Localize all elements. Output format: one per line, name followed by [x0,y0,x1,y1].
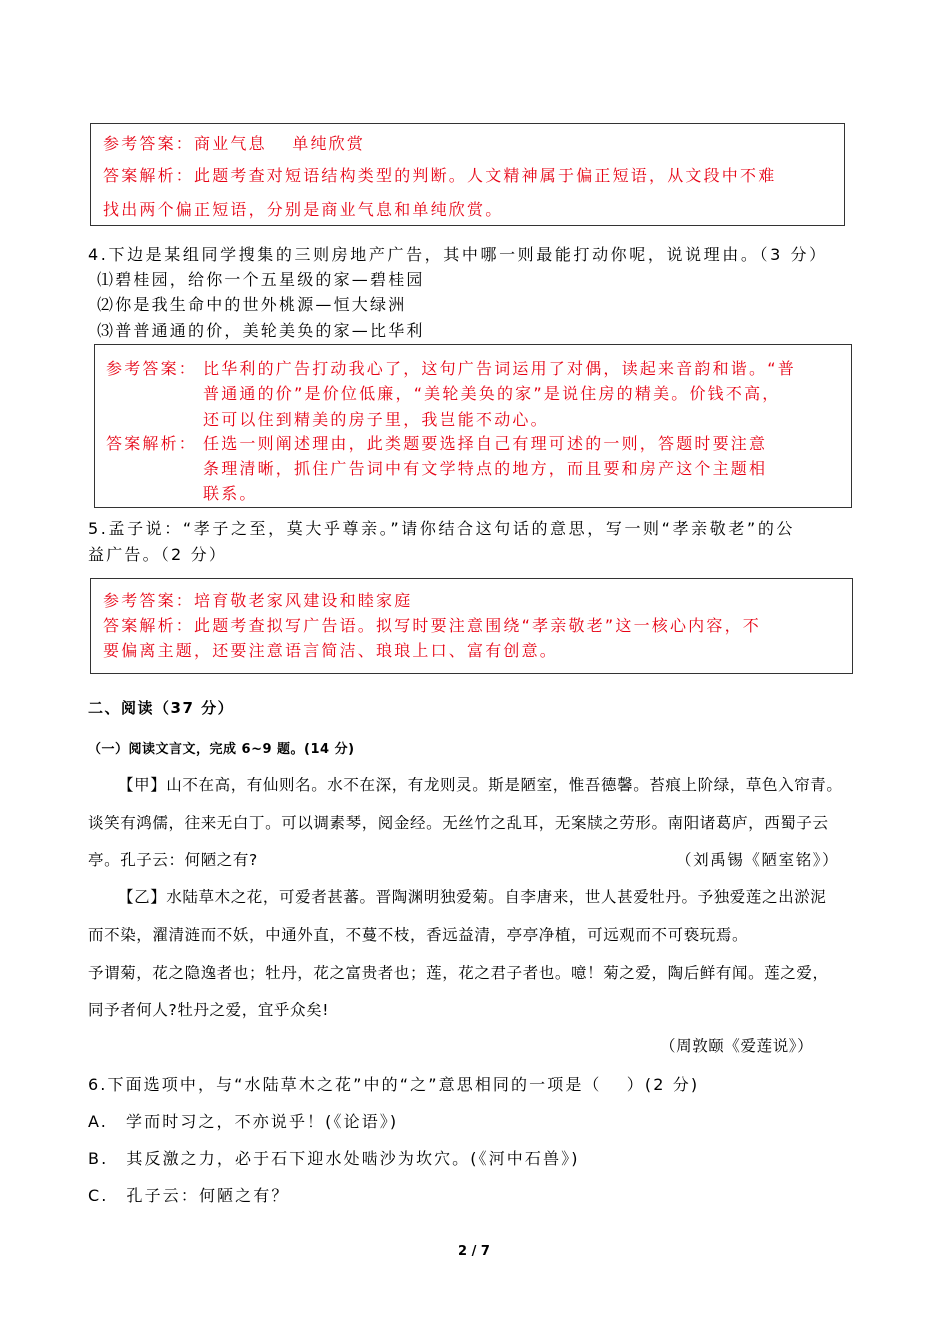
passage-a-line3: 亭。孔子云：何陋之有? [88,851,258,869]
analysis-q4-line1: 任选一则阐述理由，此类题要选择自己有理可述的一则，答题时要注意 [203,434,768,453]
passage-b-line2: 而不染，濯清涟而不妖，中通外直，不蔓不枝，香远益清，亭亭净植，可远观而不可亵玩焉。 [88,926,749,944]
passage-b-line1: 【乙】水陆草木之花，可爱者甚蕃。晋陶渊明独爱菊。自李唐来，世人甚爱牡丹。予独爱莲之出淤泥 [118,888,827,906]
passage-b-line3: 予谓菊，花之隐逸者也；牡丹，花之富贵者也；莲，花之君子者也。噫！菊之爱，陶后鲜有闻。莲之爱， [88,964,829,982]
passage-b-source: （周敦颐《爱莲说》） [660,1037,814,1055]
analysis-q3-line2: 找出两个偏正短语，分别是商业气息和单纯欣赏。 [103,200,504,219]
question-5-line2: 益广告。（2 分） [88,545,228,564]
analysis-q5-line2: 要偏离主题，还要注意语言简洁、琅琅上口、富有创意。 [103,641,559,660]
analysis-q4-line3: 联系。 [203,484,258,503]
question-4-option-1: ⑴碧桂园，给你一个五星级的家—碧桂园 [97,270,425,289]
question-4-option-2: ⑵你是我生命中的世外桃源—恒大绿洲 [97,295,407,314]
question-6-option-a: A. 学而时习之，不亦说乎！(《论语》) [88,1112,399,1131]
question-6-stem: 6.下面选项中，与“水陆草木之花”中的“之”意思相同的一项是（ ）(2 分) [88,1075,700,1094]
section-2-heading: 二、阅读（37 分） [88,699,235,717]
passage-a-line1: 【甲】山不在高，有仙则名。水不在深，有龙则灵。斯是陋室，惟吾德馨。苔痕上阶绿，草色入帘青。 [118,776,843,794]
question-6-option-b: B. 其反激之力，必于石下迎水处啮沙为坎穴。(《河中石兽》) [88,1149,580,1168]
section-2-subheading: （一）阅读文言文，完成 6~9 题。(14 分) [88,742,355,757]
analysis-q4-line2: 条理清晰，抓住广告词中有文学特点的地方，而且要和房产这个主题相 [203,459,768,478]
passage-a-source: （刘禹锡《陋室铭》） [676,851,840,869]
passage-b-line4: 同予者何人?牡丹之爱，宜乎众矣! [88,1001,330,1019]
answer-q4-line1: 比华利的广告打动我心了，这句广告词运用了对偶，读起来音韵和谐。“普 [203,359,796,378]
answer-q4-label: 参考答案： [106,359,198,378]
analysis-q3-line1: 答案解析：此题考查对短语结构类型的判断。人文精神属于偏正短语，从文段中不难 [103,166,777,185]
answer-q4-line3: 还可以住到精美的房子里，我岂能不动心。 [203,410,549,429]
question-4-stem: 4.下边是某组同学搜集的三则房地产广告，其中哪一则最能打动你呢，说说理由。（3 分） [88,245,828,264]
page-number: 2 / 7 [458,1244,490,1259]
analysis-q4-label: 答案解析： [106,434,198,453]
passage-a-line2: 谈笑有鸿儒，往来无白丁。可以调素琴，阅金经。无丝竹之乱耳，无案牍之劳形。南阳诸葛庐，西蜀子云 [88,814,829,832]
question-5-line1: 5.孟子说：“孝子之至，莫大乎尊亲。”请你结合这句话的意思，写一则“孝亲敬老”的公 [88,519,796,538]
answer-q3: 参考答案：商业气息 单纯欣赏 [103,134,366,153]
analysis-q5-line1: 答案解析：此题考查拟写广告语。拟写时要注意围绕“孝亲敬老”这一核心内容，不 [103,616,761,635]
question-6-option-c: C. 孔子云：何陋之有？ [88,1186,290,1205]
question-4-option-3: ⑶普普通通的价，美轮美奂的家—比华利 [97,321,425,340]
answer-q5: 参考答案：培育敬老家风建设和睦家庭 [103,591,413,610]
answer-q4-line2: 普通通的价”是价位低廉，“美轮美奂的家”是说住房的精美。价钱不高， [203,384,781,403]
